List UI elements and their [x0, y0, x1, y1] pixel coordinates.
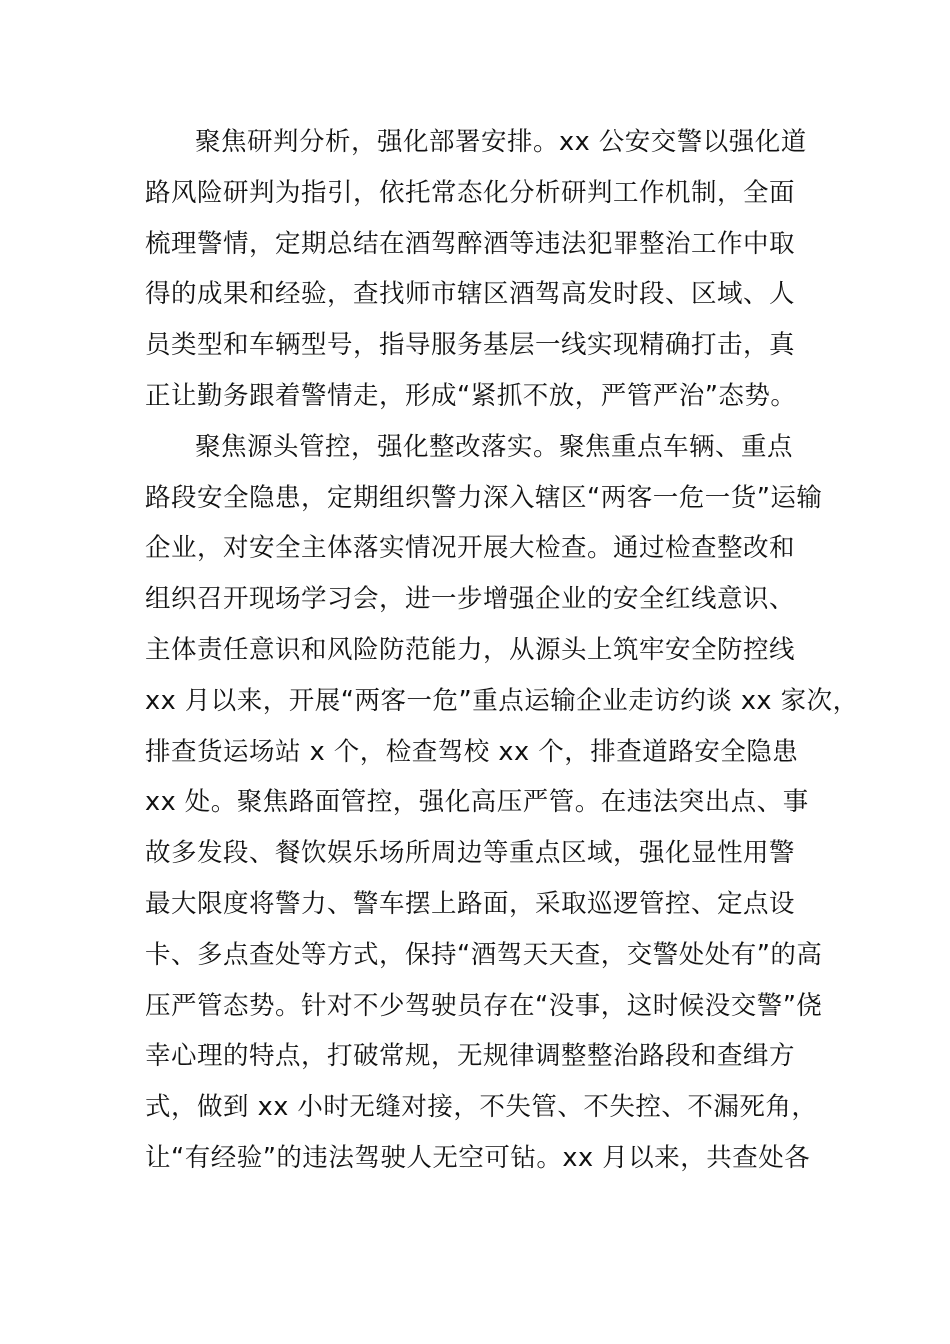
text-line: 聚焦源头管控，强化整改落实。聚焦重点车辆、重点 — [195, 431, 794, 462]
text-line: 卡、多点查处等方式，保持“酒驾天天查，交警处处有”的高 — [145, 939, 823, 970]
text-line: 路段安全隐患，定期组织警力深入辖区“两客一危一货”运输 — [145, 482, 823, 513]
text-line: 企业，对安全主体落实情况开展大检查。通过检查整改和 — [145, 533, 796, 564]
document-body — [145, 117, 859, 1184]
text-line: 幸心理的特点，打破常规，无规律调整整治路段和查缉方 — [145, 1041, 796, 1072]
text-line: 得的成果和经验，查找师市辖区酒驾高发时段、区域、人 — [145, 279, 796, 310]
text-line: 聚焦研判分析，强化部署安排。xx 公安交警以强化道 — [195, 127, 807, 157]
text-line: 故多发段、餐饮娱乐场所周边等重点区域，强化显性用警 — [145, 838, 796, 869]
text-line: 式，做到 xx 小时无缝对接，不失管、不失控、不漏死角， — [145, 1092, 818, 1123]
text-line: 正让勤务跟着警情走，形成“紧抓不放，严管严治”态势。 — [145, 380, 797, 411]
text-line: 让“有经验”的违法驾驶人无空可钻。xx 月以来，共查处各 — [145, 1142, 811, 1173]
text-line: 梳理警情，定期总结在酒驾醉酒等违法犯罪整治工作中取 — [145, 228, 796, 259]
text-line: xx 月以来，开展“两客一危”重点运输企业走访约谈 xx 家次， — [145, 685, 859, 716]
text-line: 压严管态势。针对不少驾驶员存在“没事，这时候没交警”侥 — [145, 990, 823, 1021]
text-line: 路风险研判为指引，依托常态化分析研判工作机制，全面 — [145, 177, 796, 208]
text-line: 组织召开现场学习会，进一步增强企业的安全红线意识、 — [145, 584, 796, 615]
text-line: 排查货运场站 x 个，检查驾校 xx 个，排查道路安全隐患 — [145, 736, 799, 767]
text-line: 最大限度将警力、警车摆上路面，采取巡逻管控、定点设 — [145, 888, 796, 919]
text-line: xx 处。聚焦路面管控，强化高压严管。在违法突出点、事 — [145, 787, 809, 818]
text-line: 员类型和车辆型号，指导服务基层一线实现精确打击，真 — [145, 330, 796, 361]
text-line: 主体责任意识和风险防范能力，从源头上筑牢安全防控线 — [145, 634, 796, 665]
